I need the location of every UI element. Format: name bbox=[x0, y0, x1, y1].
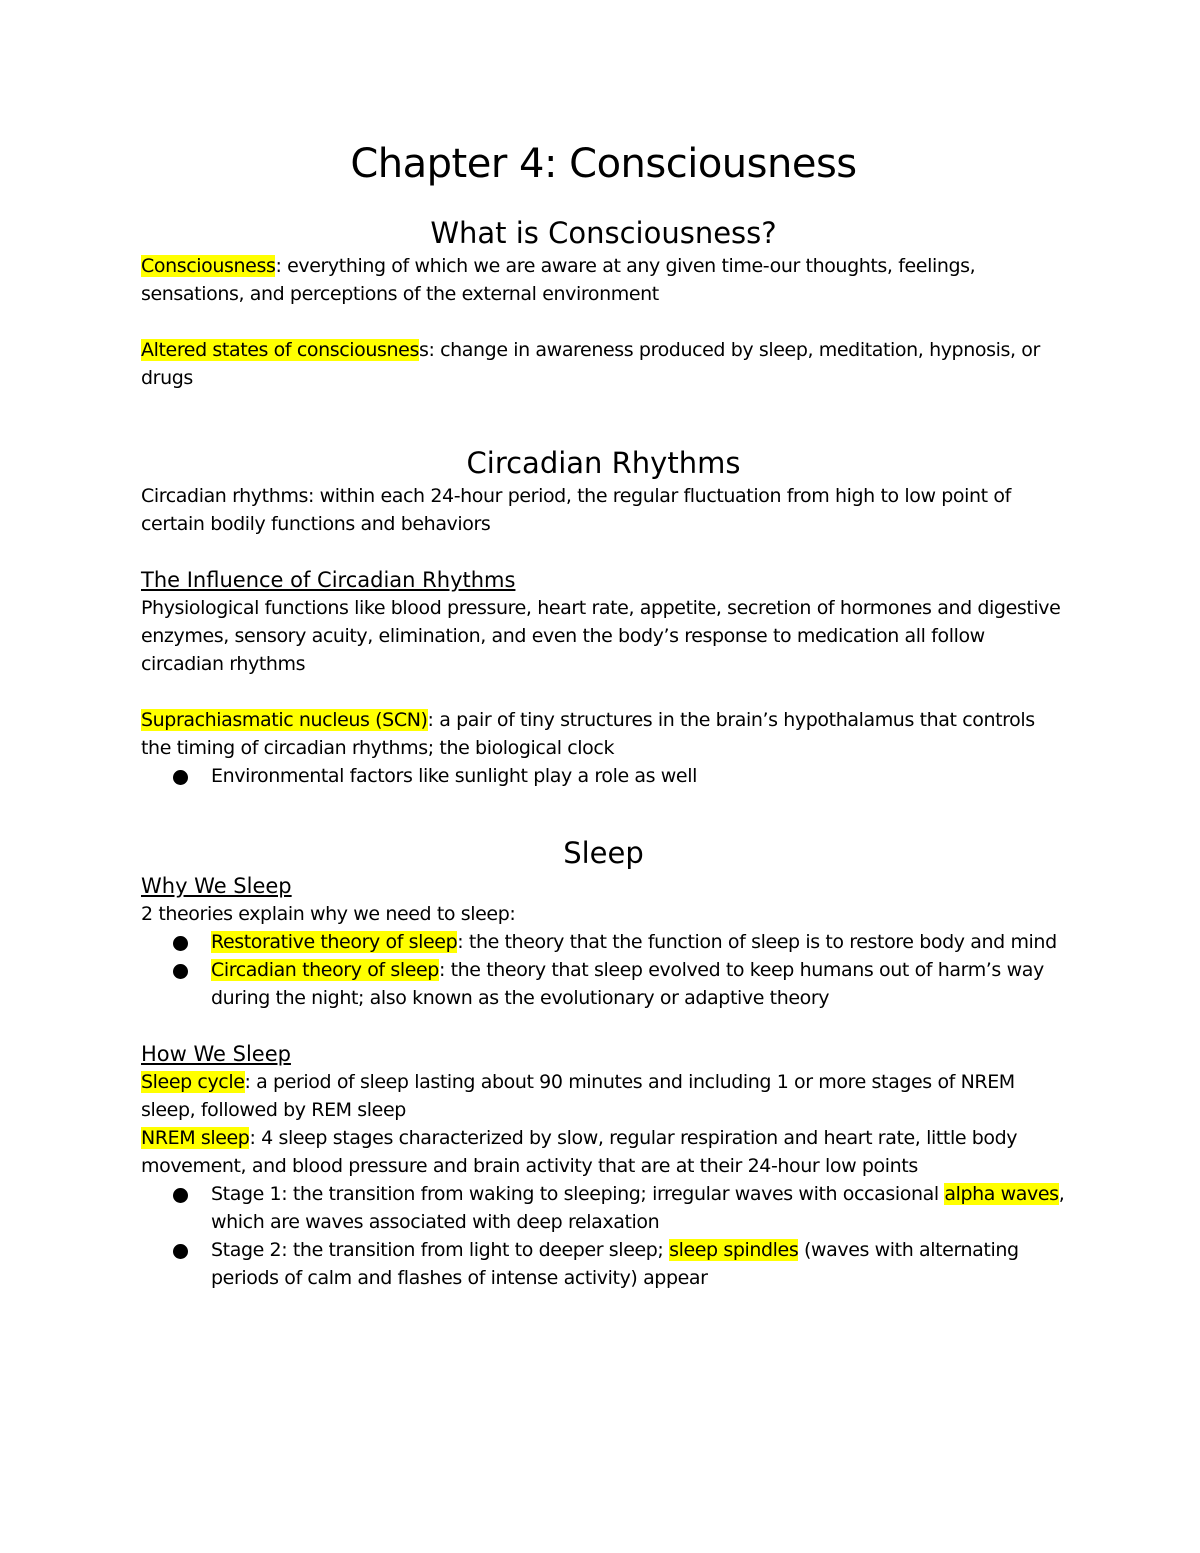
definition-text: : a period of sleep lasting about 90 minutes and including 1 or more stages of NREM sleep, followed by REM sleep bbox=[141, 1071, 1015, 1121]
section-heading-consciousness: What is Consciousness? bbox=[430, 216, 777, 250]
section-heading-circadian: Circadian Rhythms bbox=[466, 446, 741, 480]
definition-sleep-cycle bbox=[141, 1068, 1066, 1124]
section-heading-sleep: Sleep bbox=[563, 836, 644, 870]
subheading-influence: The Influence of Circadian Rhythms bbox=[141, 568, 516, 592]
why-intro: 2 theories explain why we need to sleep: bbox=[141, 903, 516, 925]
stage-list bbox=[141, 1180, 1066, 1292]
list-item-text: Stage 2: the transition from light to deeper sleep; bbox=[211, 1239, 670, 1261]
definition-text: : everything of which we are aware at any given time-our thoughts, feelings, sensations, and perceptions of the external environment bbox=[141, 255, 976, 305]
theory-list bbox=[141, 928, 1066, 1012]
circadian-intro: Circadian rhythms: within each 24-hour period, the regular fluctuation from high to low point of certain bodily functions and behaviors bbox=[141, 485, 1011, 535]
bullet-icon bbox=[173, 964, 188, 979]
highlight-term: NREM sleep bbox=[141, 1127, 250, 1149]
bullet-icon bbox=[173, 1244, 188, 1259]
subheading-why-we-sleep: Why We Sleep bbox=[141, 874, 292, 898]
subheading-how-we-sleep: How We Sleep bbox=[141, 1042, 291, 1066]
highlight-term: Sleep cycle bbox=[141, 1071, 245, 1093]
highlight-term: sleep spindles bbox=[669, 1239, 799, 1261]
definition-altered-states bbox=[141, 336, 1066, 392]
list-item bbox=[211, 1180, 1066, 1236]
document-page bbox=[141, 138, 1066, 1292]
bullet-icon bbox=[173, 936, 188, 951]
list-item bbox=[211, 956, 1066, 1012]
list-item bbox=[211, 928, 1066, 956]
highlight-term: alpha waves bbox=[944, 1183, 1059, 1205]
list-item-text: (waves with alternating periods of calm and flashes of intense activity) appear bbox=[211, 1239, 1019, 1289]
list-item bbox=[211, 1236, 1066, 1292]
definition-consciousness bbox=[141, 252, 1066, 308]
highlight-term: Consciousness bbox=[141, 255, 276, 277]
highlight-term: Circadian theory of sleep bbox=[211, 959, 439, 981]
bullet-icon bbox=[173, 1188, 188, 1203]
list-item-text: : the theory that sleep evolved to keep humans out of harm’s way during the night; also known as the evolutionary or adaptive theory bbox=[211, 959, 1044, 1009]
highlight-term: Altered states of consciousnes bbox=[141, 339, 419, 361]
list-item bbox=[211, 762, 1066, 790]
definition-nrem bbox=[141, 1124, 1066, 1180]
page-title: Chapter 4: Consciousness bbox=[350, 141, 857, 187]
definition-text: s: change in awareness produced by sleep, meditation, hypnosis, or drugs bbox=[141, 339, 1040, 389]
definition-scn bbox=[141, 706, 1066, 762]
definition-text: : a pair of tiny structures in the brain’s hypothalamus that controls the timing of circadian rhythms; the biological clock bbox=[141, 709, 1035, 759]
list-item-text: : the theory that the function of sleep is to restore body and mind bbox=[457, 931, 1057, 953]
highlight-term: Restorative theory of sleep bbox=[211, 931, 458, 953]
list-item-text: Environmental factors like sunlight play a role as well bbox=[211, 765, 697, 787]
bullet-icon bbox=[173, 770, 188, 785]
highlight-term: Suprachiasmatic nucleus (SCN) bbox=[141, 709, 428, 731]
list-item-text: , which are waves associated with deep relaxation bbox=[211, 1183, 1065, 1233]
definition-text: : 4 sleep stages characterized by slow, regular respiration and heart rate, little body movement, and blood pressure and brain activity that are at their 24-hour low points bbox=[141, 1127, 1018, 1177]
scn-bullet-list bbox=[141, 762, 1066, 790]
list-item-text: Stage 1: the transition from waking to sleeping; irregular waves with occasional bbox=[211, 1183, 945, 1205]
influence-text: Physiological functions like blood pressure, heart rate, appetite, secretion of hormones and digestive enzymes, sensory acuity, elimination, and even the body’s response to medication all follow circadian rhythms bbox=[141, 597, 1061, 675]
